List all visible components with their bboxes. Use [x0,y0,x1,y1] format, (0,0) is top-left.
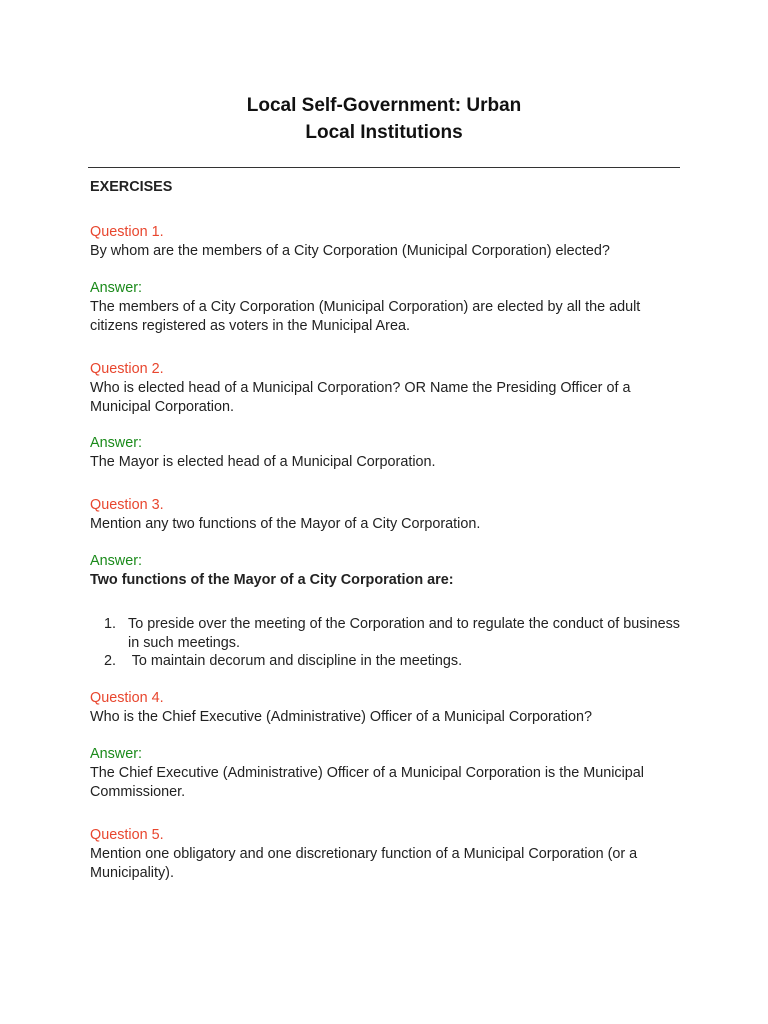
list-item-2-text: To maintain decorum and discipline in the meetings. [128,653,463,669]
list-item-1-text: To preside over the meeting of the Corporation and to regulate the conduct of business in such meetings. [128,616,680,651]
answer-1-label: Answer: [90,280,142,296]
question-5-label: Question 5. [90,827,164,843]
question-4-text: Who is the Chief Executive (Administrative) Officer of a Municipal Corporation? [90,709,593,725]
answer-4-text: The Chief Executive (Administrative) Officer of a Municipal Corporation is the Municipal Commissioner. [90,765,645,800]
answer-1-text: The members of a City Corporation (Municipal Corporation) are elected by all the adult citizens registered as voters in the Municipal Area. [90,299,641,334]
title-line-1: Local Self-Government: Urban [246,95,522,116]
question-3-label: Question 3. [90,497,164,513]
page-title [0,92,768,146]
question-5-text: Mention one obligatory and one discretionary function of a Municipal Corporation (or a Municipality). [90,846,638,881]
answer-2-text: The Mayor is elected head of a Municipal Corporation. [90,454,436,470]
list-item-1-number: 1. [104,616,117,632]
answer-3-intro: Two functions of the Mayor of a City Corporation are: [90,572,454,588]
question-1-text: By whom are the members of a City Corporation (Municipal Corporation) elected? [90,243,610,259]
question-1-label: Question 1. [90,224,164,240]
question-3-text: Mention any two functions of the Mayor of a City Corporation. [90,516,481,532]
section-heading: EXERCISES [90,179,173,195]
question-4-label: Question 4. [90,690,164,706]
title-divider [88,167,680,168]
answer-3-label: Answer: [90,553,142,569]
answer-2-label: Answer: [90,435,142,451]
list-item-2-number: 2. [104,653,117,669]
title-line-2: Local Institutions [305,122,463,143]
question-2-text: Who is elected head of a Municipal Corporation? OR Name the Presiding Officer of a Municipal Corporation. [90,380,631,415]
answer-4-label: Answer: [90,746,142,762]
question-2-label: Question 2. [90,361,164,377]
